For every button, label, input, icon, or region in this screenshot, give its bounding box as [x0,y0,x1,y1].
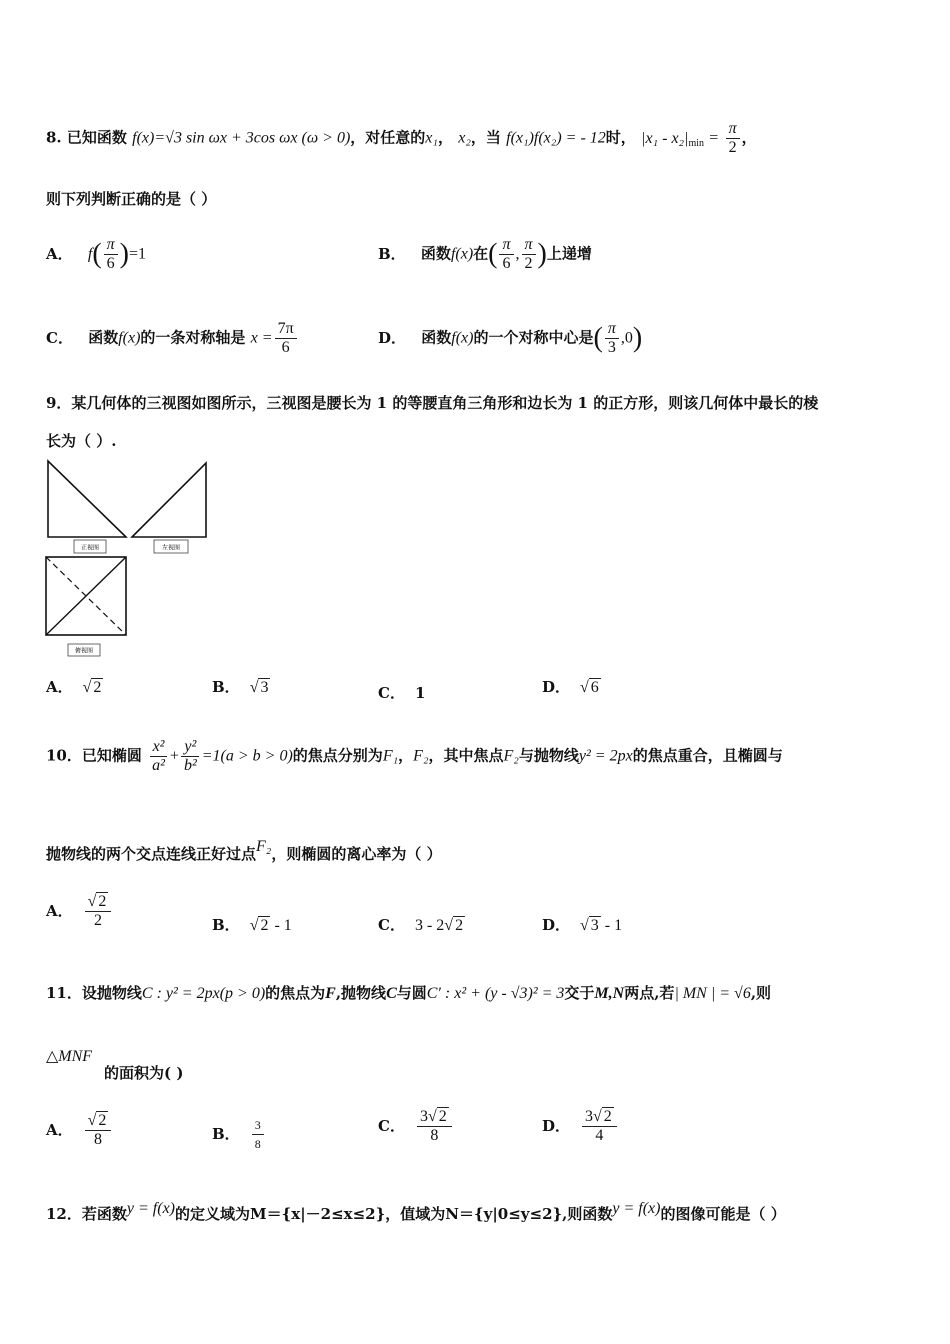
q10-line1: 10．已知椭圆 $\frac{\text{x²}}{\text{a²}}$ + $\frac{\text{y²}}{\text{b²}}$ =1(a > b > 0)的焦点分别为F₁，F₂，其中焦点F₂与抛物线y² = 2px的焦点重合，且椭圆与 [46,738,783,774]
q9-option-c[interactable]: C． 1 [378,684,426,702]
q11-line2 [46,1046,92,1066]
q11-option-b[interactable]: B． $\frac{3}{8}$ [212,1116,266,1153]
q8-function: f(x)=√3 sin ωx + 3cos ωx (ω > 0) [132,129,351,147]
q8-line1: 8. 已知函数 f(x)=√3 sin ωx + 3cos ωx (ω > 0)，对任意的x₁， x₂，当 f(x₁)f(x₂) = - 12时， $|x_1 - x_2|_{min}$ = $\frac{\pi}{2}$ ， [46,120,757,156]
q8-condition: f(x₁)f(x₂) = - 12 [506,129,606,147]
q8-line2: 则下列判断正确的是（ ） [46,190,217,208]
q11-option-a[interactable]: A． $\frac{√ 2}{8}$ [46,1112,113,1149]
top-view-caption: 俯视图 [74,647,94,655]
q11-triangle: △MNF [46,1048,93,1065]
three-view-figure [40,455,220,660]
q8-number: 8. [46,128,62,147]
q9-option-d[interactable]: D． √ 6 [542,678,599,696]
q10-option-a[interactable]: A． $\frac{√ 2}{2}$ [46,893,113,930]
q12-line1: 12．若函数y = f(x)的定义域为M＝{x|－2≤x≤2}，值域为N＝{y|0≤y≤2},则函数y = f(x)的图像可能是（ ） [46,1200,786,1223]
top-view [46,557,126,635]
q8-option-d[interactable]: D． 函数f(x)的一个对称中心是( $\frac{\pi}{3}$ ,0) [378,320,643,356]
q8-option-c[interactable]: C． 函数f(x)的一条对称轴是 x = $\frac{7\pi}{6}$ [46,320,299,357]
q9-option-b[interactable]: B． √ 3 [212,678,269,696]
q10-ellipse-equation: =1(a > b > 0) [201,747,293,765]
q8-pi-over-2: $\frac{\pi}{2}$ [726,120,740,157]
q11-circle: C′ : x² + (y - √3)² = 3 [426,985,565,1002]
front-view-caption: 正视图 [80,544,100,552]
q11-line2-text: 的面积为( ) [104,1064,184,1082]
q8-min-distance: $|x_1 - x_2|_{min}$ [641,129,705,149]
q8-option-a[interactable]: A． f( $\frac{\pi}{6}$ )=1 [46,236,147,272]
q10-option-c[interactable]: C． 3 - 2√ 2 [378,916,464,934]
q11-option-d[interactable]: D． $\frac{3√ 2}{4}$ [542,1108,619,1145]
q10-line2: 抛物线的两个交点连线正好过点F₂，则椭圆的离心率为（ ） [46,838,442,863]
front-view [48,461,126,537]
q9-option-a[interactable]: A． √ 2 [46,678,102,696]
q11-line1: 11．设抛物线C : y² = 2px(p > 0)的焦点为F,抛物线C与圆C′ : x² + (y - √3)² = 3交于M,N两点,若| MN | = √6,则 [46,984,772,1002]
q11-parabola: C : y² = 2px(p > 0) [141,985,266,1002]
side-view-caption: 左视图 [161,544,181,552]
q10-parabola: y² = 2px [578,747,633,765]
q9-line2: 长为（ ）. [46,432,117,450]
q9-line1: 9．某几何体的三视图如图所示，三视图是腰长为 1 的等腰直角三角形和边长为 1 的正方形，则该几何体中最长的棱 [46,394,819,412]
q10-option-b[interactable]: B． √ 2 - 1 [212,916,292,934]
side-view [132,463,206,537]
q10-option-d[interactable]: D． √ 3 - 1 [542,916,623,934]
q8-option-b[interactable]: B． 函数f(x)在( $\frac{\pi}{6}$ , $\frac{\pi}{2}$ )上递增 [378,236,592,272]
q11-option-c[interactable]: C． $\frac{3√ 2}{8}$ [378,1108,454,1145]
